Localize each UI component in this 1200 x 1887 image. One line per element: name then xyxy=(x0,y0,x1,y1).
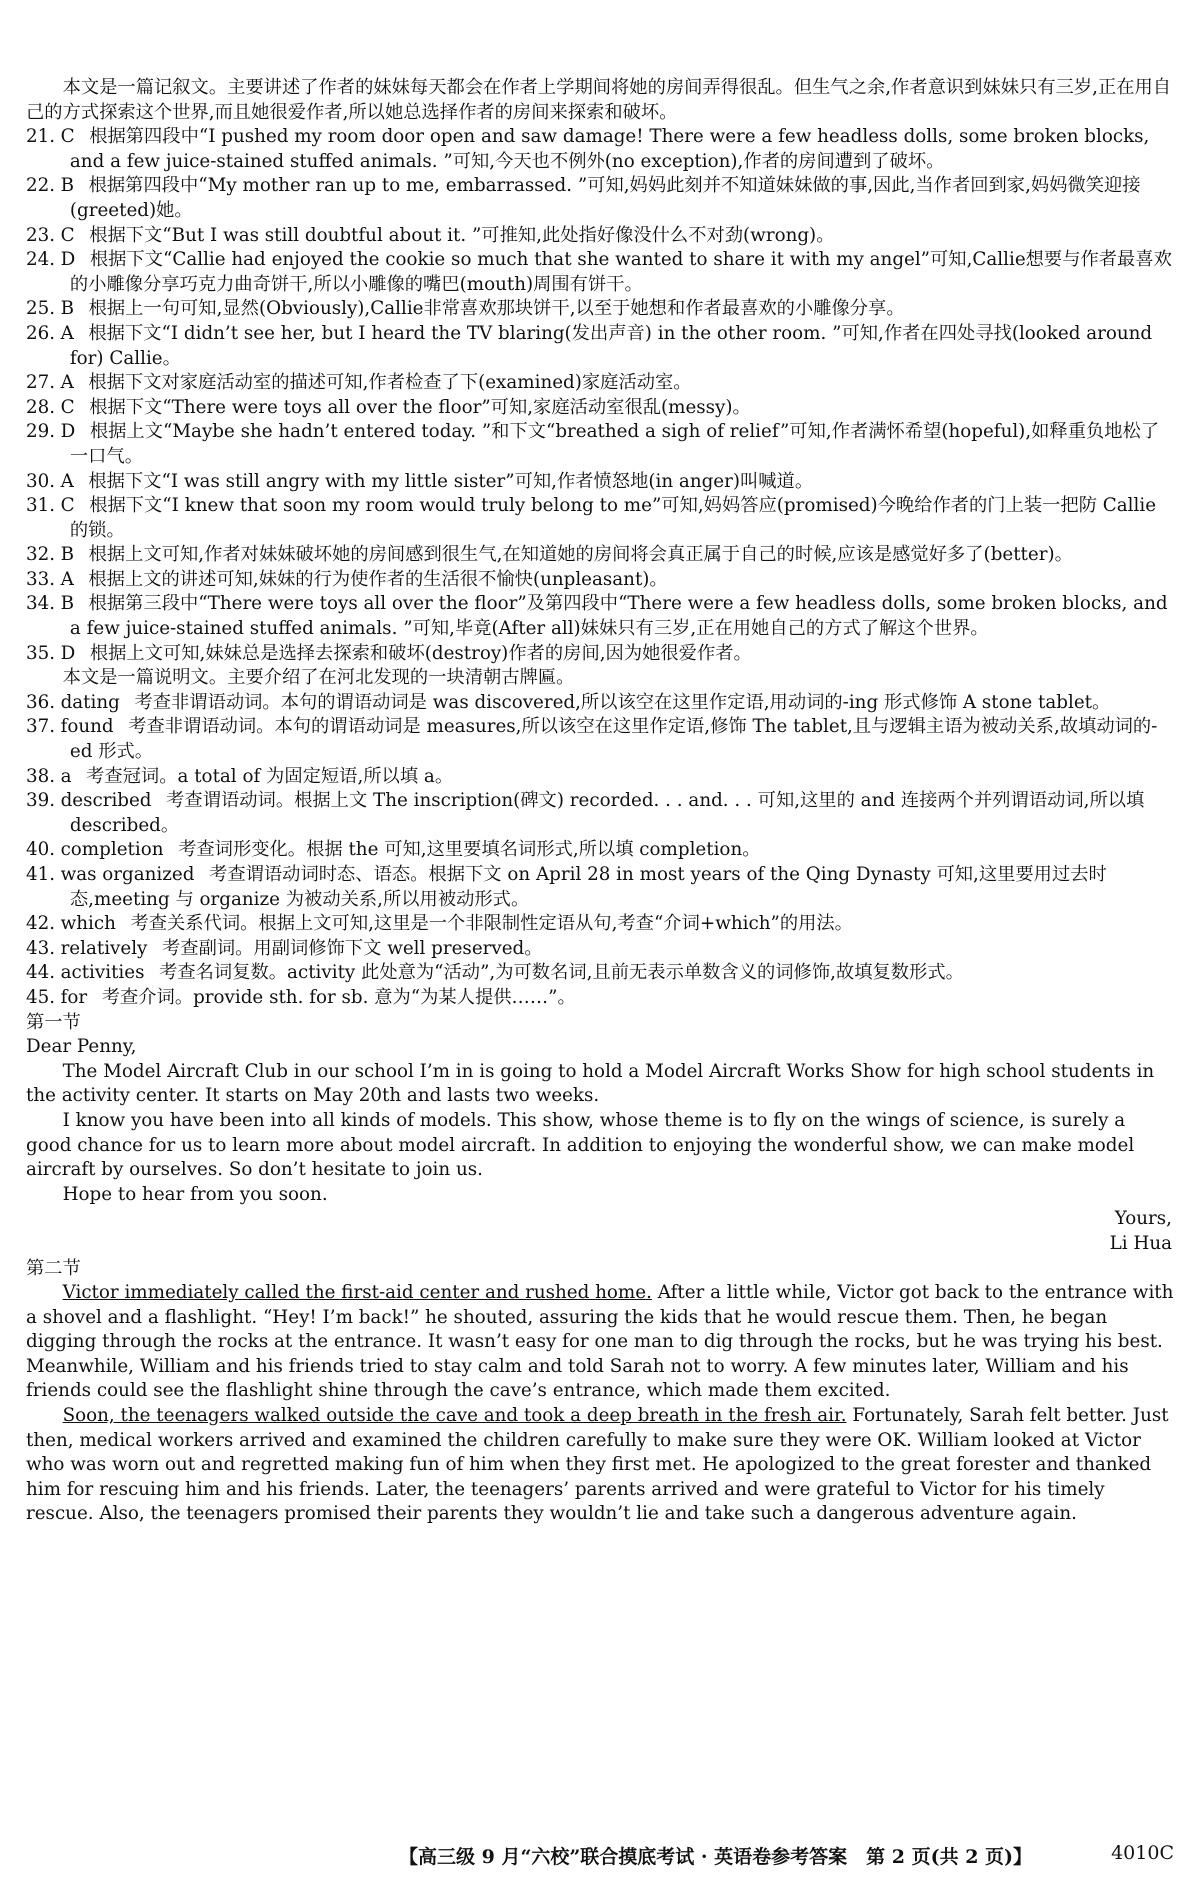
answer-item xyxy=(26,691,1174,716)
explanation: 根据上文“Maybe she hadn’t entered today. ”和下文“breathed a sigh of relief”可知,作者满怀希望(hopeful),如释重负地松了一口气。 xyxy=(69,421,1160,467)
explanation: 根据上一句可知,显然(Obviously),Callie非常喜欢那块饼干,以至于她想和作者最喜欢的小雕像分享。 xyxy=(88,298,905,320)
footer-title: 【高三级 9 月“六校”联合摸底考试 · 英语卷参考答案 第 2 页(共 2 页)】 xyxy=(399,1846,1033,1868)
given-first-sentence: Soon, the teenagers walked outside the cave and took a deep breath in the fresh air. xyxy=(62,1405,847,1427)
answer-key: B xyxy=(60,593,74,615)
answer-item xyxy=(26,986,1174,1011)
answer-item xyxy=(26,543,1174,568)
cloze-intro: 本文是一篇记叙文。主要讲述了作者的妹妹每天都会在作者上学期间将她的房间弄得很乱。但生气之余,作者意识到妹妹只有三岁,正在用自己的方式探索这个世界,而且她很爱作者,所以她总选择作者的房间来探索和破坏。 xyxy=(26,77,1172,123)
answer-key: B xyxy=(60,175,74,197)
footer-code: 4010C xyxy=(1111,1842,1174,1864)
answer-key: C xyxy=(60,126,75,148)
letter-paragraph: I know you have been into all kinds of models. This show, whose theme is to fly on the wings of science, is surely a good chance for us to learn more about model aircraft. In addition to enjoying the wonderful show, we can make model aircraft by ourselves. So don’t hesitate to join us. xyxy=(26,1109,1135,1181)
letter-signature: Li Hua xyxy=(1109,1232,1172,1254)
explanation: 根据上文可知,作者对妹妹破坏她的房间感到很生气,在知道她的房间将会真正属于自己的时候,应该是感觉好多了(better)。 xyxy=(88,544,1073,566)
question-number: 35. xyxy=(26,642,56,664)
answer-item xyxy=(26,912,1174,937)
answer-key: was organized xyxy=(60,864,195,885)
answer-key: B xyxy=(60,298,74,320)
story-text: Fortunately, Sarah felt better. Just then, medical workers arrived and examined the children carefully to make sure they were OK. William looked at Victor who was worn out and regretted making fun of him when they first met. He apologized to the great forester and thanked him for rescuing him and his friends. Later, the teenagers’ parents arrived and were grateful to Victor for his timely rescue. Also, the teenagers promised their parents they wouldn’t lie and take such a dangerous adventure again. xyxy=(26,1405,1169,1525)
question-number: 23. xyxy=(26,224,56,246)
question-number: 34. xyxy=(26,593,56,615)
answer-item xyxy=(26,420,1174,469)
question-number: 36. xyxy=(26,691,56,713)
answer-item xyxy=(26,838,1174,863)
answer-item xyxy=(26,715,1174,764)
answer-key: C xyxy=(60,495,75,517)
explanation: 考查名词复数。activity 此处意为“活动”,为可数名词,且前无表示单数含义的词修饰,故填复数形式。 xyxy=(159,962,964,984)
question-number: 33. xyxy=(26,568,56,590)
question-number: 29. xyxy=(26,421,56,443)
answer-item xyxy=(26,789,1174,838)
answer-key: A xyxy=(60,470,74,492)
explanation: 根据上文可知,妹妹总是选择去探索和破坏(destroy)作者的房间,因为她很爱作者。 xyxy=(89,642,752,664)
explanation: 根据下文对家庭活动室的描述可知,作者检查了下(examined)家庭活动室。 xyxy=(88,372,692,394)
answer-item xyxy=(26,937,1174,962)
answer-key: which xyxy=(60,913,116,935)
question-number: 38. xyxy=(26,765,56,787)
explanation: 考查冠词。a total of 为固定短语,所以填 a。 xyxy=(86,765,454,787)
answer-key: D xyxy=(60,421,76,443)
answer-key: C xyxy=(60,396,75,418)
question-number: 30. xyxy=(26,470,56,492)
explanation: 根据下文“I didn’t see her, but I heard the TV blaring(发出声音) in the other room. ”可知,作者在四处寻找(looked around for) Callie。 xyxy=(69,322,1153,369)
explanation: 考查谓语动词。根据上文 The inscription(碑文) recorded. . . and. . . 可知,这里的 and 连接两个并列谓语动词,所以填 described。 xyxy=(69,790,1145,836)
explanation: 考查关系代词。根据上文可知,这里是一个非限制性定语从句,考查“介词+which”的用法。 xyxy=(130,913,853,935)
section2-heading: 第二节 xyxy=(26,1257,81,1279)
answer-item xyxy=(26,765,1174,790)
answer-key: A xyxy=(60,568,74,590)
answer-item xyxy=(26,322,1174,371)
answer-item xyxy=(26,863,1174,912)
answer-key: C xyxy=(60,224,75,246)
explanation: 根据下文“Callie had enjoyed the cookie so much that she wanted to share it with my angel”可知,Callie想要与作者最喜欢的小雕像分享巧克力曲奇饼干,所以小雕像的嘴巴(mouth)周围有饼干。 xyxy=(69,249,1172,295)
question-number: 25. xyxy=(26,298,56,320)
section1-heading: 第一节 xyxy=(26,1011,81,1033)
explanation: 根据上文的讲述可知,妹妹的行为使作者的生活很不愉快(unpleasant)。 xyxy=(88,568,668,590)
grammar-answers xyxy=(26,691,1174,1011)
answer-item xyxy=(26,125,1174,174)
question-number: 27. xyxy=(26,372,56,394)
answer-key: A xyxy=(60,372,74,394)
letter-paragraph: Hope to hear from you soon. xyxy=(62,1183,328,1205)
answer-item xyxy=(26,248,1174,297)
answer-key: D xyxy=(60,642,76,664)
answer-item xyxy=(26,494,1174,543)
question-number: 28. xyxy=(26,396,56,418)
given-first-sentence: Victor immediately called the first-aid center and rushed home. xyxy=(62,1282,652,1304)
question-number: 44. xyxy=(26,962,56,984)
answer-item xyxy=(26,592,1174,641)
answer-item xyxy=(26,396,1174,421)
explanation: 考查非谓语动词。本句的谓语动词是 was discovered,所以该空在这里作定语,用动词的-ing 形式修饰 A stone tablet。 xyxy=(134,691,1111,713)
question-number: 37. xyxy=(26,716,56,738)
explanation: 根据第四段中“I pushed my room door open and saw damage! There were a few headless dolls, some broken blocks, and a few juice-stained stuffed animals. ”可知,今天也不例外(no exception),作者的房间遭到了破坏。 xyxy=(69,126,1150,172)
answer-key: relatively xyxy=(60,937,148,959)
letter-closing: Yours, xyxy=(1114,1208,1172,1230)
answer-item xyxy=(26,224,1174,249)
answer-item xyxy=(26,470,1174,495)
answer-item xyxy=(26,297,1174,322)
answer-key: described xyxy=(60,790,152,812)
answer-item xyxy=(26,642,1174,667)
story-paragraph-2 xyxy=(26,1404,1174,1527)
letter-paragraph: The Model Aircraft Club in our school I’m in is going to hold a Model Aircraft Works Show for high school students in the activity center. It starts on May 20th and lasts two weeks. xyxy=(26,1060,1155,1107)
question-number: 26. xyxy=(26,322,56,344)
explanation: 考查词形变化。根据 the 可知,这里要填名词形式,所以填 completion。 xyxy=(178,839,761,861)
answer-key: activities xyxy=(60,962,145,984)
answer-key: found xyxy=(60,716,114,738)
explanation: 考查谓语动词时态、语态。根据下文 on April 28 in most years of the Qing Dynasty 可知,这里要用过去时态,meeting 与 organize 为被动关系,所以用被动形式。 xyxy=(69,864,1107,910)
story-paragraph-1 xyxy=(26,1281,1174,1404)
explanation: 根据下文“There were toys all over the floor”可知,家庭活动室很乱(messy)。 xyxy=(89,396,751,418)
explanation: 根据下文“I was still angry with my little sister”可知,作者愤怒地(in anger)叫喊道。 xyxy=(88,470,814,492)
question-number: 43. xyxy=(26,937,56,959)
question-number: 39. xyxy=(26,790,56,812)
explanation: 考查副词。用副词修饰下文 well preserved。 xyxy=(162,937,543,959)
explanation: 根据下文“But I was still doubtful about it. ”可推知,此处指好像没什么不对劲(wrong)。 xyxy=(89,224,835,246)
explanation: 根据下文“I knew that soon my room would truly belong to me”可知,妈妈答应(promised)今晚给作者的门上装一把防 Callie 的锁。 xyxy=(69,495,1157,541)
answer-item xyxy=(26,371,1174,396)
explanation: 根据第三段中“There were toys all over the floor”及第四段中“There were a few headless dolls, some broken blocks, and a few juice-stained stuffed animals. ”可知,毕竟(After all)妹妹只有三岁,正在用她自己的方式了解这个世界。 xyxy=(69,593,1168,640)
answer-item xyxy=(26,174,1174,223)
question-number: 22. xyxy=(26,175,56,197)
question-number: 42. xyxy=(26,913,56,935)
explanation: 根据第四段中“My mother ran up to me, embarrassed. ”可知,妈妈此刻并不知道妹妹做的事,因此,当作者回到家,妈妈微笑迎接(greeted)她。 xyxy=(69,175,1141,221)
grammar-intro: 本文是一篇说明文。主要介绍了在河北发现的一块清朝古牌匾。 xyxy=(62,667,575,689)
answer-item xyxy=(26,568,1174,593)
question-number: 21. xyxy=(26,126,56,148)
explanation: 考查非谓语动词。本句的谓语动词是 measures,所以该空在这里作定语,修饰 The tablet,且与逻辑主语为被动关系,故填动词的-ed 形式。 xyxy=(69,716,1158,763)
answer-key: completion xyxy=(60,839,164,861)
question-number: 45. xyxy=(26,986,56,1008)
question-number: 32. xyxy=(26,544,56,566)
explanation: 考查介词。provide sth. for sb. 意为“为某人提供……”。 xyxy=(101,986,576,1008)
question-number: 31. xyxy=(26,495,56,517)
answer-key: A xyxy=(60,322,74,344)
answer-item xyxy=(26,961,1174,986)
answer-key: B xyxy=(60,544,74,566)
answer-key: D xyxy=(60,249,76,271)
answer-key: dating xyxy=(60,691,120,713)
story-text: After a little while, Victor got back to the entrance with a shovel and a flashlight. “Hey! I’m back!” he shouted, assuring the kids that he would rescue them. Then, he began digging through the rocks at the entrance. It wasn’t easy for one man to dig through the rocks, but he was trying his best. Meanwhile, William and his friends tried to stay calm and told Sarah not to worry. A few minutes later, William and his friends could see the flashlight shine through the cave’s entrance, which made them excited. xyxy=(26,1282,1174,1402)
answer-key: for xyxy=(60,986,88,1008)
answer-page xyxy=(26,76,1174,1527)
cloze-answers xyxy=(26,125,1174,666)
letter-greeting: Dear Penny, xyxy=(26,1036,137,1058)
answer-key: a xyxy=(60,765,72,787)
question-number: 24. xyxy=(26,249,56,271)
question-number: 40. xyxy=(26,839,56,861)
question-number: 41. xyxy=(26,864,56,885)
